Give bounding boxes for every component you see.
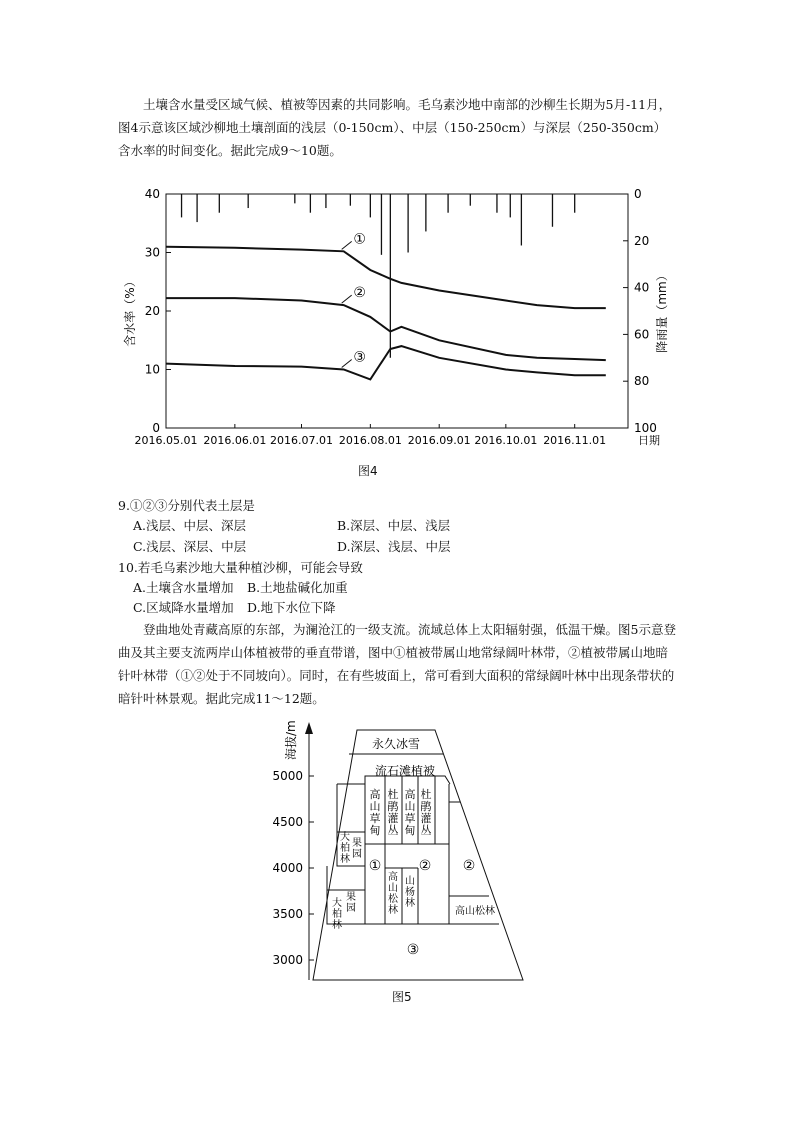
q10-stem: 10.若毛乌素沙地大量种植沙柳，可能会导致 [118, 560, 363, 575]
x-tick-label: 2016.11.01 [543, 434, 607, 447]
snow-zone-label: 永久冰雪 [371, 737, 421, 751]
poplar-label: 山杨林 [405, 876, 415, 909]
intro-passage-2: 登曲地处青藏高原的东部，为澜沧江的一级支流。流域总体上太阳辐射强，低温干燥。图5示意登曲及其主要支流两岸山体植被带的垂直带谱，图中①植被带属山地常绿阔叶林带，②植被带属山地暗针叶林带（①②处于不同坡向）。同时，在有些坡面上，常可看到大面积的常绿阔叶林中出现条带状的暗针叶林景观。据此完成11～12题。 [118, 622, 676, 706]
series-marker-3: ③ [353, 349, 366, 366]
series-line-2 [166, 298, 606, 360]
q9-option-a[interactable]: A.浅层、中层、深层 [133, 518, 247, 533]
rhododendron-right-label: 杜鹃灌丛 [420, 788, 432, 837]
y-tick-5000: 5000 [272, 769, 303, 783]
belt-3-marker: ③ [406, 942, 420, 958]
x-tick-label: 2016.06.01 [203, 434, 267, 447]
series-marker-2: ② [353, 285, 366, 302]
left-axis-label: 含水率（%） [123, 275, 137, 347]
intro-passage-1: 土壤含水量受区域气候、植被等因素的共同影响。毛乌素沙地中南部的沙柳生长期为5月-11月，图4示意该区域沙柳地土壤剖面的浅层（0-150cm）、中层（150-250cm）与深层（250-350cm）含水率的时间变化。据此完成9～10题。 [118, 97, 672, 158]
y-tick-3500: 3500 [272, 907, 303, 921]
q10-option-c[interactable]: C.区域降水量增加 [133, 600, 234, 615]
left-tick-label: 40 [144, 187, 160, 201]
pine-center-label: 高山松林 [388, 872, 398, 916]
series-line-3 [166, 346, 606, 379]
right-axis-label: 降雨量（mm） [655, 269, 669, 353]
meadow-right-label: 高山草甸 [404, 788, 416, 837]
soil-moisture-chart [118, 180, 678, 470]
belt-2-marker: ② [418, 858, 432, 874]
meadow-left-label: 高山草甸 [369, 788, 381, 837]
q9-stem: 9.①②③分别代表土层是 [118, 498, 255, 513]
q9-option-b[interactable]: B.深层、中层、浅层 [337, 518, 451, 533]
y-tick-4000: 4000 [272, 861, 303, 875]
y-tick-4500: 4500 [272, 815, 303, 829]
left-tick-label: 30 [144, 245, 160, 260]
right-tick-label: 100 [634, 421, 657, 435]
x-tick-label: 2016.09.01 [407, 434, 471, 447]
marker-leader [342, 241, 352, 249]
right-tick-label: 60 [634, 327, 650, 342]
talus-zone-label: 流石滩植被 [374, 764, 436, 778]
marker-leader [342, 295, 352, 303]
plot-frame [166, 194, 628, 428]
figure4-caption: 图4 [358, 464, 378, 478]
belt-1-marker: ① [368, 858, 382, 874]
left-tick-label: 10 [144, 362, 160, 377]
rhododendron-left-label: 杜鹃灌丛 [387, 788, 399, 837]
figure5-caption: 图5 [392, 990, 412, 1004]
x-tick-label: 2016.07.01 [269, 434, 333, 447]
x-tick-label: 2016.05.01 [134, 434, 198, 447]
right-tick-label: 40 [634, 280, 650, 295]
right-tick-label: 0 [634, 187, 642, 201]
y-axis-label: 海拔/m [284, 720, 298, 760]
right-tick-label: 20 [634, 233, 650, 248]
belt-2-right-marker: ② [462, 858, 476, 874]
q10-option-d[interactable]: D.地下水位下降 [247, 600, 336, 615]
orchard-bottom-label: 果园 [346, 892, 356, 914]
q9-option-d[interactable]: D.深层、浅层、中层 [337, 539, 451, 554]
q9-option-c[interactable]: C.浅层、深层、中层 [133, 539, 247, 554]
vegetation-zonation-diagram [265, 712, 535, 987]
left-tick-label: 0 [152, 421, 160, 435]
orchard-top-label: 果园 [352, 838, 362, 860]
pine-right-label: 高山松林 [455, 906, 495, 917]
left-tick-label: 20 [144, 304, 160, 318]
x-tick-label: 2016.08.01 [338, 434, 402, 447]
q10-option-a[interactable]: A.土壤含水量增加 [133, 580, 234, 595]
x-tick-label: 2016.10.01 [474, 434, 538, 447]
marker-leader [342, 360, 352, 368]
cypress-bottom-label: 大柏林 [332, 898, 342, 931]
cypress-top-label: 大柏林 [340, 832, 350, 865]
q10-option-b[interactable]: B.土地盐碱化加重 [247, 580, 348, 595]
y-tick-3000: 3000 [272, 953, 303, 967]
x-axis-unit: 日期 [638, 434, 660, 447]
series-marker-1: ① [353, 231, 366, 248]
right-tick-label: 80 [634, 374, 650, 389]
